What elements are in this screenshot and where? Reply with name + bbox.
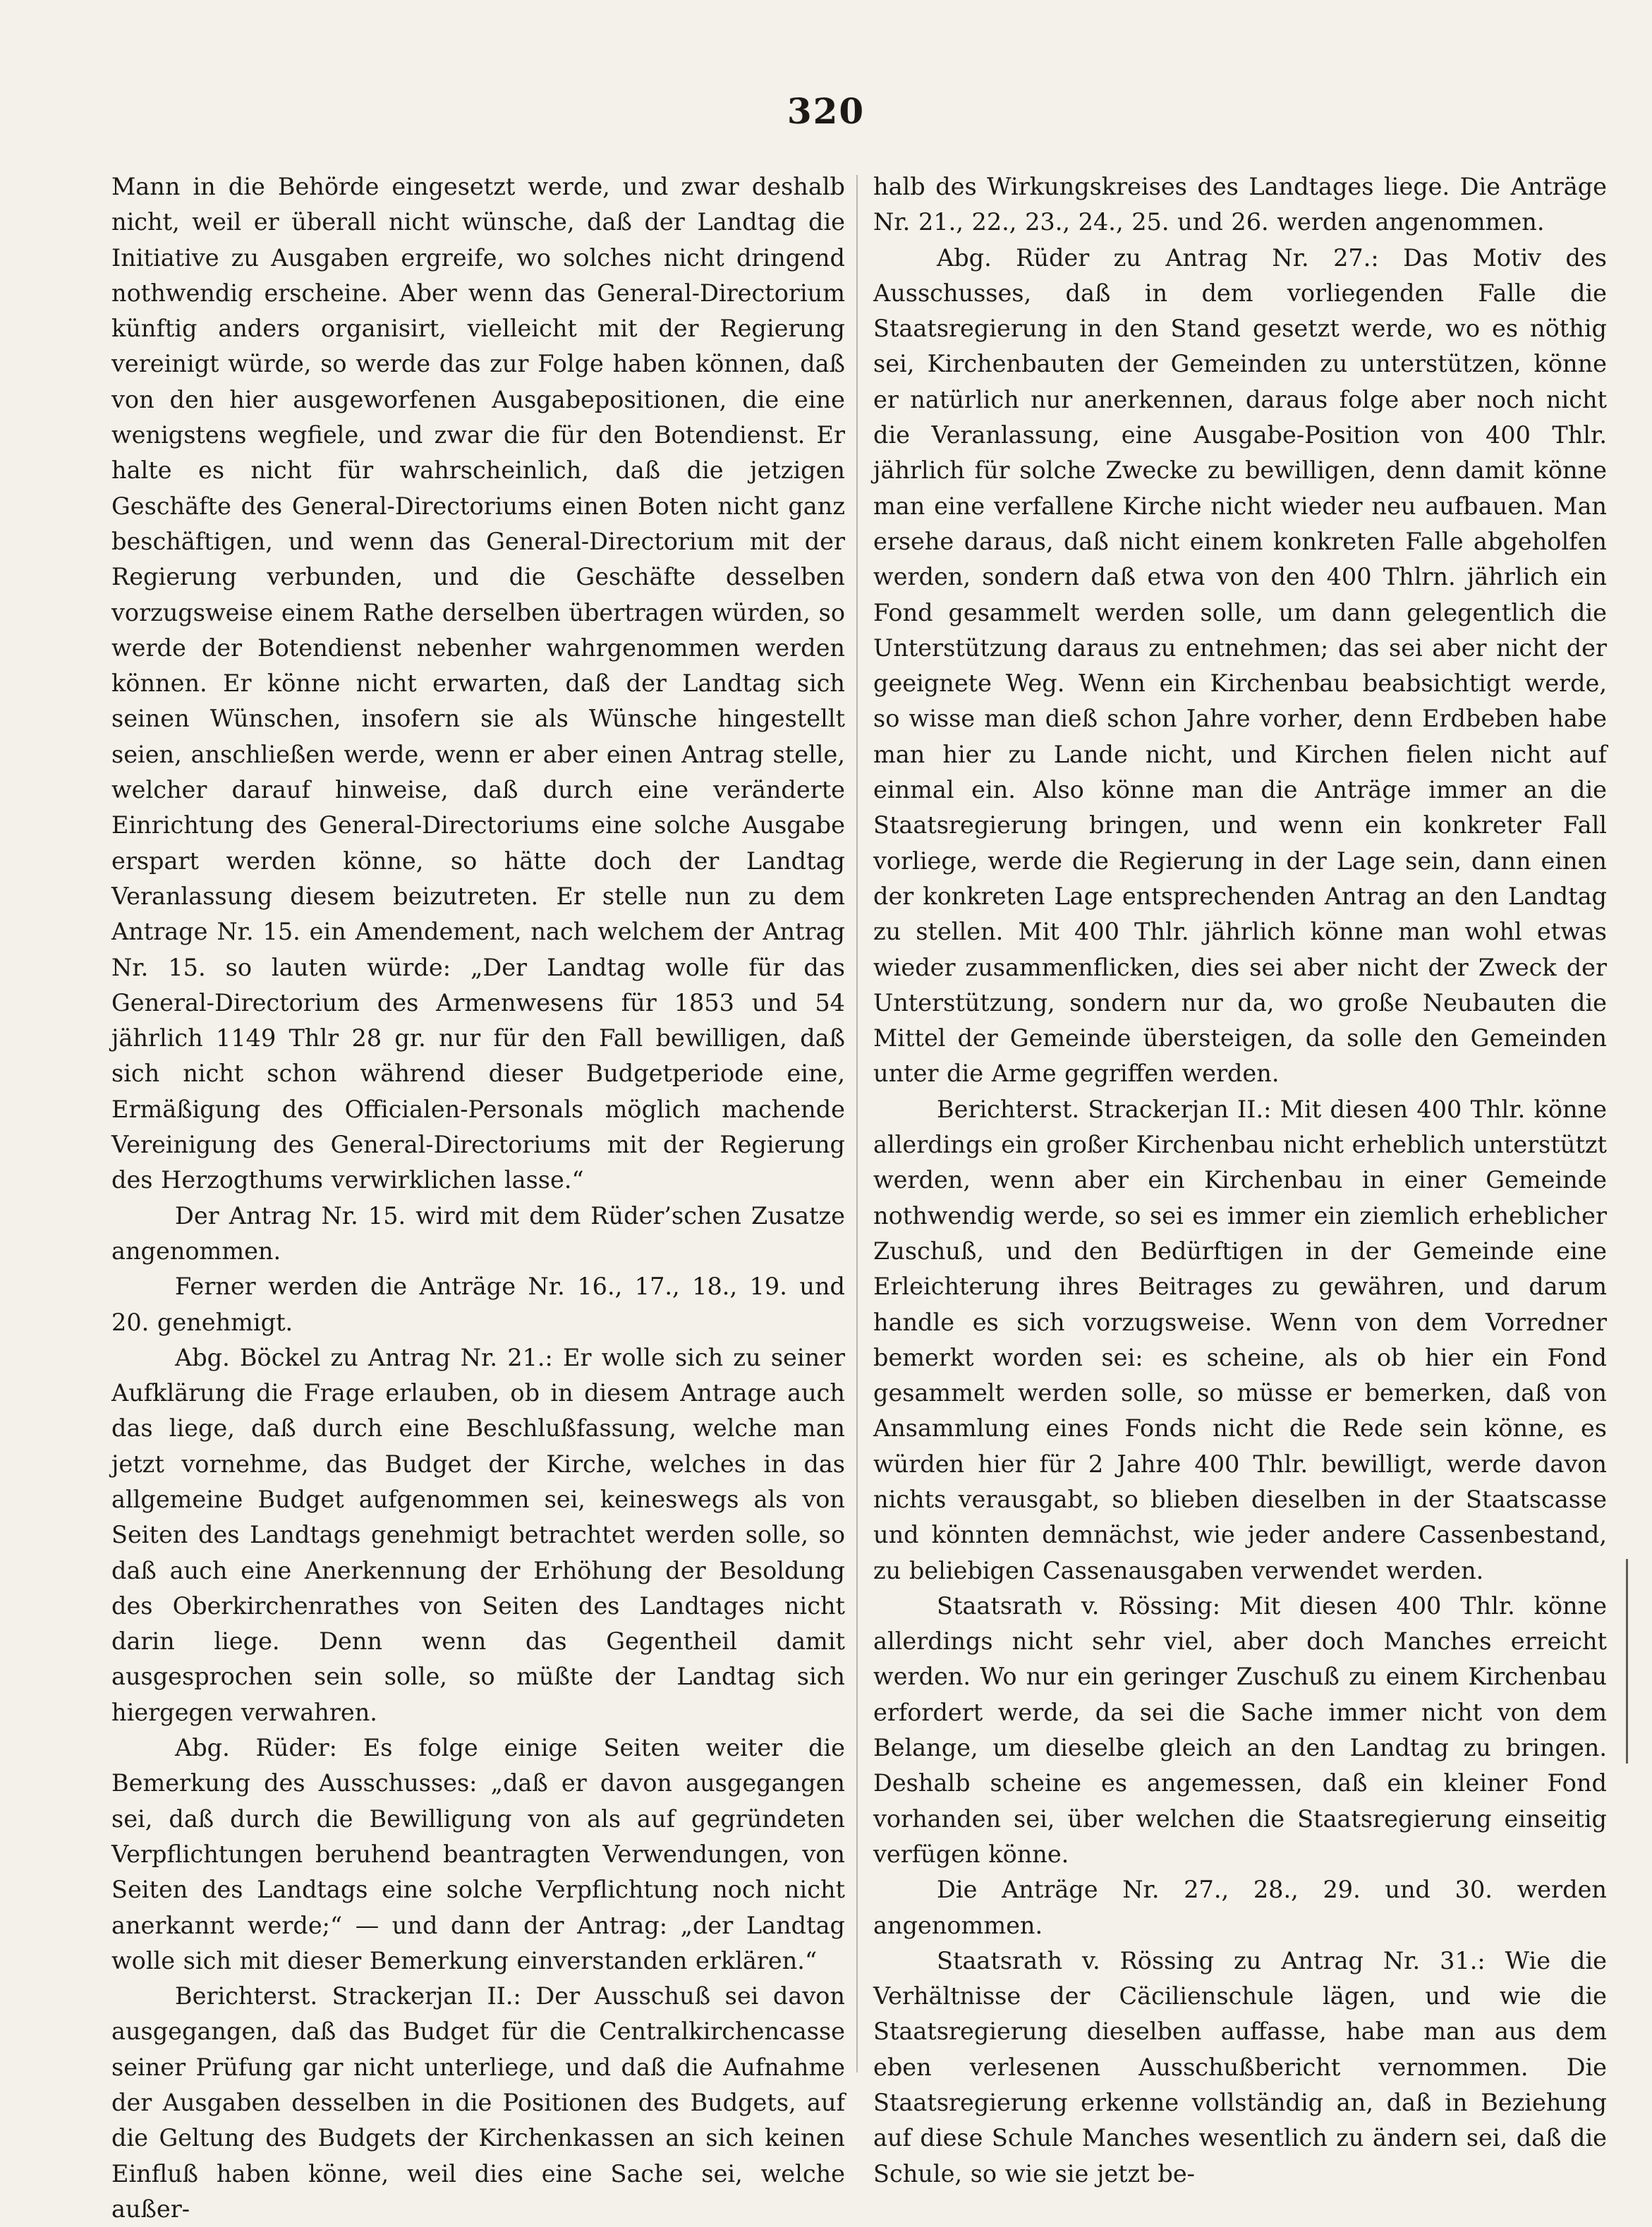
paragraph: Staatsrath v. Rössing zu Antrag Nr. 31.: Wie die Verhältnisse der Cäcilienschule lägen, und wie die Staatsregierung dieselben auffasse, habe man aus dem eben verlesenen Ausschußbericht vernommen. Die Staatsregierung erkenne vollständig an, daß in Beziehung auf diese Schule Manches wesentlich zu ändern sei, daß die Schule, so wie sie jetzt be-	[873, 1946, 1607, 2187]
paragraph: Mann in die Behörde eingesetzt werde, und zwar deshalb nicht, weil er überall nicht wünsche, daß der Landtag die Initiative zu Ausgaben ergreife, wo solches nicht dringend nothwendig erscheine. Aber wenn das General-Directorium künftig anders organisirt, vielleicht mit der Regierung vereinigt würde, so werde das zur Folge haben können, daß von den hier ausgeworfenen Ausgabepositionen, die eine wenigstens wegfiele, und zwar die für den Botendienst. Er halte es nicht für wahrscheinlich, daß die jetzigen Geschäfte des General-Directoriums einen Boten nicht ganz beschäftigen, und wenn das General-Directorium mit der Regierung verbunden, und die Geschäfte desselben vorzugsweise einem Rathe derselben übertragen würden, so werde der Botendienst nebenher wahrgenommen werden können. Er könne nicht erwarten, daß der Landtag sich seinen Wünschen, insofern sie als Wünsche hingestellt seien, anschließen werde, wenn er aber einen Antrag stelle, welcher darauf hinweise, daß durch eine veränderte Einrichtung des General-Directoriums eine solche Ausgabe erspart werden könne, so hätte doch der Landtag Veranlassung diesem beizutreten. Er stelle nun zu dem Antrage Nr. 15. ein Amendement, nach welchem der Antrag Nr. 15. so lauten würde: „Der Landtag wolle für das General-Directorium des Armenwesens für 1853 und 54 jährlich 1149 Thlr 28 gr. nur für den Fall bewilligen, daß sich nicht schon während dieser Budgetperiode eine, Ermäßigung des Officialen-Personals möglich machende Vereinigung des General-Directoriums mit der Regierung des Herzogthums verwirklichen lasse.“	[111, 173, 845, 1194]
margin-mark	[1626, 1559, 1628, 1764]
paragraph: Abg. Böckel zu Antrag Nr. 21.: Er wolle sich zu seiner Aufklärung die Frage erlauben, ob in diesem Antrage auch das liege, daß durch eine Beschlußfassung, welche man jetzt vornehme, das Budget der Kirche, welches in das allgemeine Budget aufgenommen sei, keineswegs als von Seiten des Landtags genehmigt betrachtet werden solle, so daß auch eine Anerkennung der Erhöhung der Besoldung des Oberkirchenrathes von Seiten des Landtages nicht darin liege. Denn wenn das Gegentheil damit ausgesprochen sein solle, so müßte der Landtag sich hiergegen verwahren.	[111, 1343, 845, 1726]
paragraph: Abg. Rüder zu Antrag Nr. 27.: Das Motiv des Ausschusses, daß in dem vorliegenden Falle die Staatsregierung in den Stand gesetzt werde, wo es nöthig sei, Kirchenbauten der Gemeinden zu unterstützen, könne er natürlich nur anerkennen, daraus folge aber noch nicht die Veranlassung, eine Ausgabe-Position von 400 Thlr. jährlich für solche Zwecke zu bewilligen, denn damit könne man eine verfallene Kirche nicht wieder neu aufbauen. Man ersehe daraus, daß nicht einem konkreten Falle abgeholfen werden, sondern daß etwa von den 400 Thlrn. jährlich ein Fond gesammelt werden solle, um dann gelegentlich die Unterstützung daraus zu entnehmen; das sei aber nicht der geeignete Weg. Wenn ein Kirchenbau beabsichtigt werde, so wisse man dieß schon Jahre vorher, denn Erdbeben habe man hier zu Lande nicht, und Kirchen fielen nicht auf einmal ein. Also könne man die Anträge immer an die Staatsregierung bringen, und wenn ein konkreter Fall vorliege, werde die Regierung in der Lage sein, dann einen der konkreten Lage entsprechenden Antrag an den Landtag zu stellen. Mit 400 Thlr. jährlich könne man wohl etwas wieder zusammenflicken, dies sei aber nicht der Zweck der Unterstützung, sondern nur da, wo große Neubauten die Mittel der Gemeinde übersteigen, da solle den Gemeinden unter die Arme gegriffen werden.	[873, 243, 1607, 1088]
paragraph: Die Anträge Nr. 27., 28., 29. und 30. werden angenommen.	[873, 1876, 1607, 1939]
paragraph: Staatsrath v. Rössing: Mit diesen 400 Thlr. könne allerdings nicht sehr viel, aber doch Manches erreicht werden. Wo nur ein geringer Zuschuß zu einem Kirchenbau erfordert werde, da sei die Sache immer nicht von dem Belange, um dieselbe gleich an den Landtag zu bringen. Deshalb scheine es angemessen, daß ein kleiner Fond vorhanden sei, über welchen die Staatsregierung einseitig verfügen könne.	[873, 1591, 1607, 1868]
paragraph: Berichterst. Strackerjan II.: Der Ausschuß sei davon ausgegangen, daß das Budget für die Centralkirchencasse seiner Prüfung gar nicht unterliege, und daß die Aufnahme der Ausgaben desselben in die Positionen des Budgets, auf die Geltung des Budgets der Kirchenkassen an sich keinen Einfluß haben könne, weil dies eine Sache sei, welche außer-	[111, 1982, 845, 2223]
paragraph: Abg. Rüder: Es folge einige Seiten weiter die Bemerkung des Ausschusses: „daß er davon ausgegangen sei, daß durch die Bewilligung von als auf gegründeten Verpflichtungen beruhend beantragten Verwendungen, von Seiten des Landtags eine solche Verpflichtung noch nicht anerkannt werde;“ — und dann der Antrag: „der Landtag wolle sich mit dieser Bemerkung einverstanden erklären.“	[111, 1734, 845, 1974]
paragraph: halb des Wirkungskreises des Landtages liege. Die Anträge Nr. 21., 22., 23., 24., 25. und 26. werden angenommen.	[873, 173, 1607, 236]
paragraph: Berichterst. Strackerjan II.: Mit diesen 400 Thlr. könne allerdings ein großer Kirchenbau nicht erheblich unterstützt werden, wenn aber ein Kirchenbau in einer Gemeinde nothwendig werde, so sei es immer ein ziemlich erheblicher Zuschuß, und den Bedürftigen in der Gemeinde eine Erleichterung ihres Beitrages zu gewähren, und darum handle es sich vorzugsweise. Wenn von dem Vorredner bemerkt worden sei: es scheine, als ob hier ein Fond gesammelt werden solle, so müsse er bemerken, daß von Ansammlung eines Fonds nicht die Rede sein könne, es würden hier für 2 Jahre 400 Thlr. bewilligt, werde davon nichts verausgabt, so blieben dieselben in der Staatscasse und könnten demnächst, wie jeder andere Cassenbestand, zu beliebigen Cassenausgaben verwendet werden.	[873, 1095, 1607, 1584]
column-divider	[856, 175, 858, 2073]
paragraph: Der Antrag Nr. 15. wird mit dem Rüder’schen Zusatze angenommen.	[111, 1201, 845, 1265]
paragraph: Ferner werden die Anträge Nr. 16., 17., 18., 19. und 20. genehmigt.	[111, 1273, 845, 1336]
page-number: 320	[786, 90, 866, 132]
left-column	[111, 169, 845, 2227]
right-column	[873, 169, 1607, 2192]
